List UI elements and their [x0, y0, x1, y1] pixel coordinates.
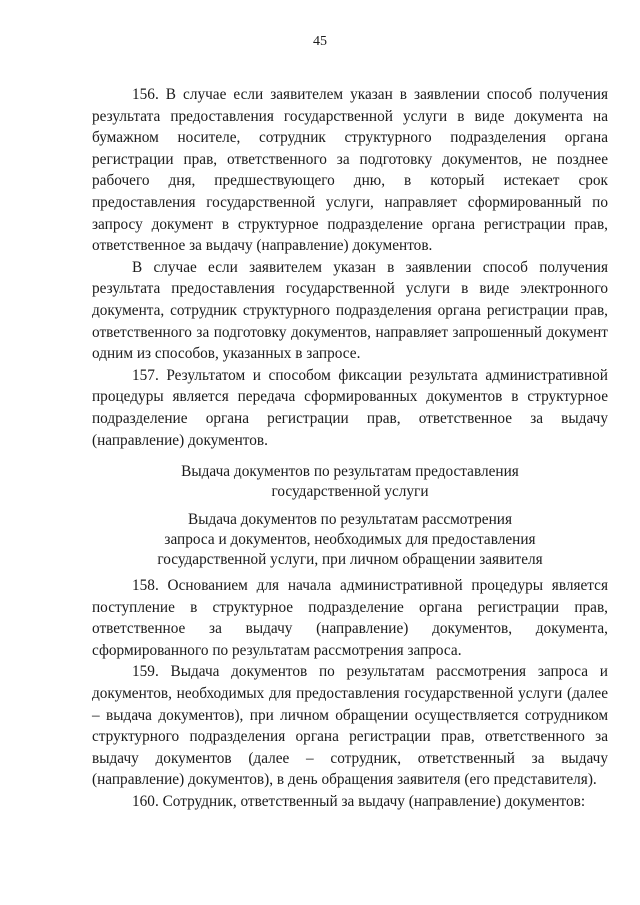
- page-number: 45: [313, 34, 327, 49]
- paragraph-160: 160. Сотрудник, ответственный за выдачу (направление) документов:: [132, 792, 586, 810]
- paragraph-156-electronic: В случае если заявителем указан в заявлении способ получения результата предоставления государственной услуги в виде электронного документа, сотрудник структурного подразделения органа регистрации прав, ответственного за подготовку документов, направляет запрошенный документ одним из способов, указанных в запросе.: [92, 258, 608, 363]
- bottom-section: [92, 575, 608, 813]
- paragraph-159: 159. Выдача документов по результатам рассмотрения запроса и документов, необходимых для предоставления государственной услуги (далее – выдача документов), при личном обращении осуществляется сотрудником структурного подразделения органа регистрации прав, ответственного за выдачу документов (далее – сотрудник, ответственный за выдачу (направление) документов), в день обращения заявителя (его представителя).: [92, 663, 608, 789]
- paragraph-158: 158. Основанием для начала административной процедуры является поступление в структурное подразделение органа регистрации прав, ответственное за выдачу (направление) документов, документа, сформированного по результатам рассмотрения запроса.: [92, 577, 608, 659]
- top-section: [92, 84, 608, 451]
- subsection-heading-line-3: государственной услуги, при личном обращении заявителя: [157, 551, 543, 568]
- paragraph-157: 157. Результатом и способом фиксации результата административной процедуры является передача сформированных документов в структурное подразделение органа регистрации прав, ответственное за выдачу (направление) документов.: [92, 366, 608, 449]
- subsection-heading-line-2: запроса и документов, необходимых для предоставления: [164, 531, 536, 548]
- subsection-heading-line-1: Выдача документов по результатам рассмотрения: [188, 511, 512, 528]
- section-heading-line-2: государственной услуги: [271, 483, 429, 500]
- paragraph-156: 156. В случае если заявителем указан в заявлении способ получения результата предоставления государственной услуги в виде документа на бумажном носителе, сотрудник структурного подразделения органа регистрации прав, ответственного за подготовку документов, не позднее рабочего дня, предшествующего дню, в который истекает срок предоставления государственной услуги, направляет сформированный по запросу документ в структурное подразделение органа регистрации прав, ответственное за выдачу (направление) документов.: [92, 86, 608, 255]
- section-heading: [92, 462, 608, 502]
- section-heading-line-1: Выдача документов по результатам предоставления: [181, 463, 519, 480]
- subsection-heading: [92, 510, 608, 570]
